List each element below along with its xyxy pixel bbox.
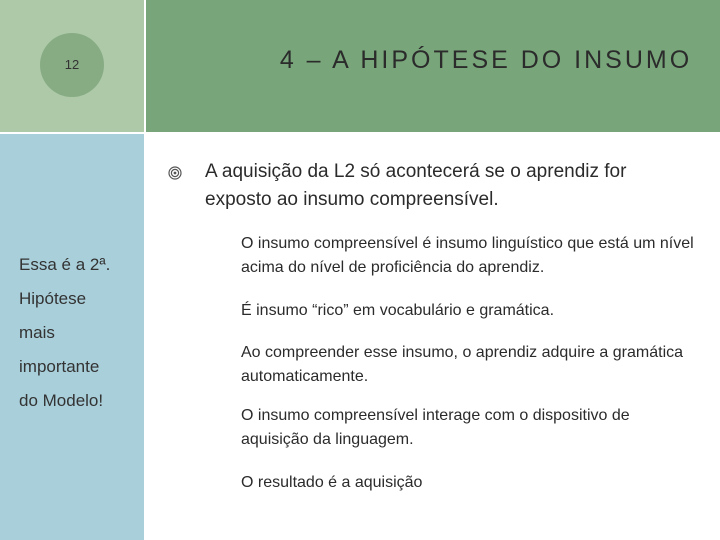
sub-item: O insumo compreensível é insumo linguístico que está um nível acima do nível de proficiência do aprendiz. xyxy=(241,235,694,276)
sub-item: Ao compreender esse insumo, o aprendiz adquire a gramática automaticamente. xyxy=(241,344,684,385)
side-note-line: mais xyxy=(19,323,55,342)
sub-item: É insumo “rico” em vocabulário e gramática. xyxy=(241,302,555,319)
side-note xyxy=(19,248,141,418)
side-note-line: Hipótese xyxy=(19,289,87,308)
slide-title: 4 – A HIPÓTESE DO INSUMO xyxy=(279,46,693,74)
side-note-line: importante xyxy=(19,357,100,376)
sub-item: O insumo compreensível interage com o dispositivo de aquisição da linguagem. xyxy=(241,407,630,448)
main-bullet-text: A aquisição da L2 só acontecerá se o aprendiz for exposto ao insumo compreensível. xyxy=(205,161,627,210)
side-note-line: do Modelo! xyxy=(19,391,104,410)
circle-bullet-icon xyxy=(168,166,182,180)
sub-item: O resultado é a aquisição xyxy=(241,474,423,491)
slide-number: 12 xyxy=(64,57,80,72)
side-note-line: Essa é a 2ª. xyxy=(19,255,111,274)
